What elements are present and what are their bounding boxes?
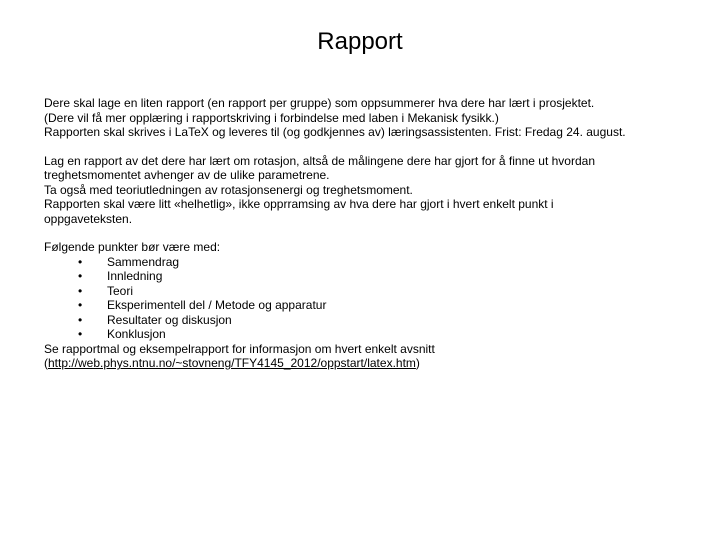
list-item xyxy=(44,255,644,270)
slide-body xyxy=(44,96,644,371)
intro-paragraph xyxy=(44,96,644,140)
task-paragraph xyxy=(44,154,644,227)
intro-line: Rapporten skal skrives i LaTeX og leveres til (og godkjennes av) læringsassistenten. Frist: Fredag 24. august. xyxy=(44,125,626,139)
task-line: Rapporten skal være litt «helhetlig», ikke opprramsing av hva dere har gjort i hvert enkelt punkt i xyxy=(44,197,554,211)
paragraph-gap xyxy=(44,140,644,154)
list-item-label: Innledning xyxy=(107,269,163,283)
list-item-label: Resultater og diskusjon xyxy=(107,312,232,327)
sections-outro: Se rapportmal og eksempelrapport for informasjon om hvert enkelt avsnitt xyxy=(44,341,435,356)
sections-list xyxy=(44,255,644,342)
link-close-paren: ) xyxy=(415,356,420,370)
intro-line: (Dere vil få mer opplæring i rapportskriving i forbindelse med laben i Mekanisk fysikk.) xyxy=(44,110,499,125)
bullet-icon: • xyxy=(78,312,83,327)
intro-line: Dere skal lage en liten rapport (en rapport per gruppe) som oppsummerer hva dere har lært i prosjektet. xyxy=(44,96,595,110)
bullet-icon: • xyxy=(78,298,83,312)
sections-paragraph xyxy=(44,240,644,371)
list-item xyxy=(44,269,644,284)
bullet-icon: • xyxy=(78,269,83,283)
list-item-label: Eksperimentell del / Metode og apparatur xyxy=(107,298,327,312)
link-line xyxy=(44,356,644,371)
link-open-paren: ( xyxy=(44,356,48,370)
bullet-icon: • xyxy=(78,283,83,298)
task-line: treghetsmomentet avhenger av de ulike parametrene. xyxy=(44,168,330,182)
latex-template-link[interactable]: http://web.phys.ntnu.no/~stovneng/TFY4145_2012/oppstart/latex.htm xyxy=(48,356,416,370)
task-line: Ta også med teoriutledningen av rotasjonsenergi og treghetsmoment. xyxy=(44,182,413,197)
list-item xyxy=(44,313,644,328)
slide-title: Rapport xyxy=(317,28,403,55)
bullet-icon: • xyxy=(78,327,83,341)
sections-intro: Følgende punkter bør være med: xyxy=(44,240,221,254)
task-line: Lag en rapport av det dere har lært om rotasjon, altså de målingene dere har gjort for å finne ut hvordan xyxy=(44,153,595,168)
list-item xyxy=(44,327,644,342)
list-item-label: Sammendrag xyxy=(107,254,180,269)
list-item-label: Teori xyxy=(107,283,134,298)
paragraph-gap xyxy=(44,226,644,240)
list-item xyxy=(44,298,644,313)
bullet-icon: • xyxy=(78,254,83,269)
list-item-label: Konklusjon xyxy=(107,327,166,341)
list-item xyxy=(44,284,644,299)
task-line: oppgaveteksten. xyxy=(44,211,133,226)
